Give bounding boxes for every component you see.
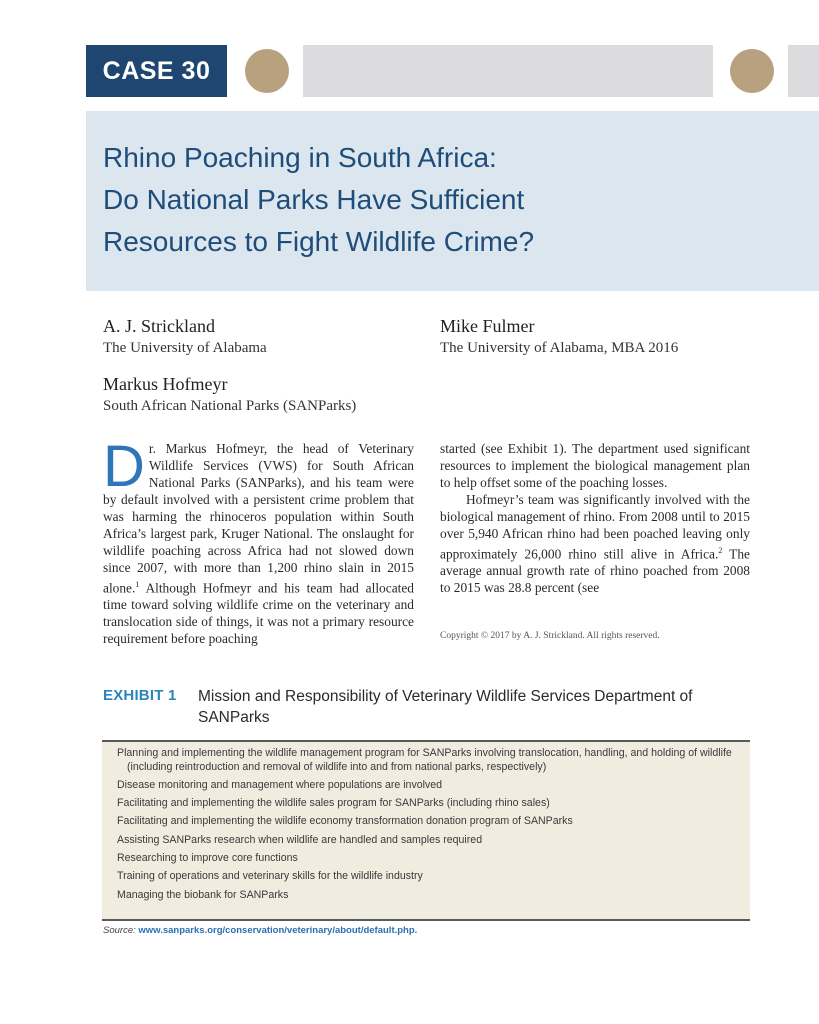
header-bar-end	[788, 45, 819, 97]
author-block-strickland	[103, 316, 267, 357]
author-name: Mike Fulmer	[440, 316, 535, 336]
exhibit-list-item: Assisting SANParks research when wildlife are handled and samples required	[117, 833, 483, 846]
footnote-ref: 1	[135, 580, 140, 589]
copyright-notice: Copyright © 2017 by A. J. Strickland. All rights reserved.	[440, 631, 660, 641]
paragraph-text: The average annual growth rate of rhino poached from 2008 to 2015 was 28.8 percent (see	[440, 546, 750, 596]
exhibit-source	[103, 925, 417, 936]
author-affiliation: South African National Parks (SANParks)	[103, 398, 357, 414]
body-column-right	[440, 440, 750, 596]
title-line: Resources to Fight Wildlife Crime?	[103, 226, 535, 257]
body-paragraph: started (see Exhibit 1). The department used significant resources to implement the biological management plan to help offset some of the poaching losses.	[440, 441, 750, 490]
exhibit-table	[102, 740, 750, 921]
title-line: Rhino Poaching in South Africa:	[103, 142, 497, 173]
exhibit-list-item: Training of operations and veterinary skills for the wildlife industry	[117, 870, 423, 883]
exhibit-list-item: Disease monitoring and management where populations are involved	[117, 778, 443, 791]
source-prefix: Source:	[103, 925, 136, 936]
body-paragraph	[103, 434, 414, 647]
title-line: Do National Parks Have Sufficient	[103, 184, 525, 215]
case-title	[103, 137, 803, 263]
exhibit-list-item: Managing the biobank for SANParks	[117, 888, 289, 901]
exhibit-label: EXHIBIT 1	[103, 687, 177, 704]
author-affiliation: The University of Alabama	[103, 340, 267, 356]
exhibit-list	[102, 742, 750, 902]
author-block-fulmer	[440, 316, 678, 357]
author-name: A. J. Strickland	[103, 316, 215, 336]
exhibit-list-item: Facilitating and implementing the wildlife economy transformation donation program of SANParks	[117, 815, 573, 828]
exhibit-list-item: Researching to improve core functions	[117, 851, 298, 864]
exhibit-list-item: Facilitating and implementing the wildlife sales program for SANParks (including rhino sales)	[117, 797, 550, 810]
header-bar	[303, 45, 713, 97]
decorative-dot-left	[245, 49, 289, 93]
exhibit-title: Mission and Responsibility of Veterinary Wildlife Services Department of SANParks	[198, 688, 693, 726]
paragraph-text: r. Markus Hofmeyr, the head of Veterinary Wildlife Services (VWS) for South African National Parks (SANParks), and his team were by default involved with a persistent crime problem that was harming the rhinoceros population within South Africa’s largest park, Kruger National. The onslaught for wildlife poaching across Africa had not slowed down since 2007, with more than 1,200 rhino slain in 2015 alone.	[103, 441, 414, 596]
exhibit-list-item: Planning and implementing the wildlife management program for SANParks involving translocation, handling, and holding of wildlife (including reintroduction and removal of wildlife into and from national parks, respectively)	[117, 747, 732, 773]
author-block-hofmeyr	[103, 374, 356, 415]
paragraph-text: Hofmeyr’s team was significantly involved with the biological management of rhino. From 2008 until to 2015 over 5,940 African rhino had been poached leaving only approximately 26,000 rhino still alive in Africa.	[440, 492, 750, 562]
decorative-dot-right	[730, 49, 774, 93]
source-link[interactable]: www.sanparks.org/conservation/veterinary/about/default.php.	[138, 925, 418, 936]
drop-cap: D	[103, 434, 145, 499]
author-name: Markus Hofmeyr	[103, 374, 228, 394]
title-panel	[86, 111, 819, 291]
paragraph-text: Although Hofmeyr and his team had allocated time toward solving wildlife crime on the veterinary and translocation side of things, it was not a primary resource requirement before poaching	[103, 580, 414, 647]
body-column-left	[103, 434, 414, 647]
footnote-ref: 2	[718, 546, 723, 555]
case-number-badge: CASE 30	[86, 45, 227, 97]
body-paragraph	[440, 491, 750, 596]
author-affiliation: The University of Alabama, MBA 2016	[440, 340, 679, 356]
